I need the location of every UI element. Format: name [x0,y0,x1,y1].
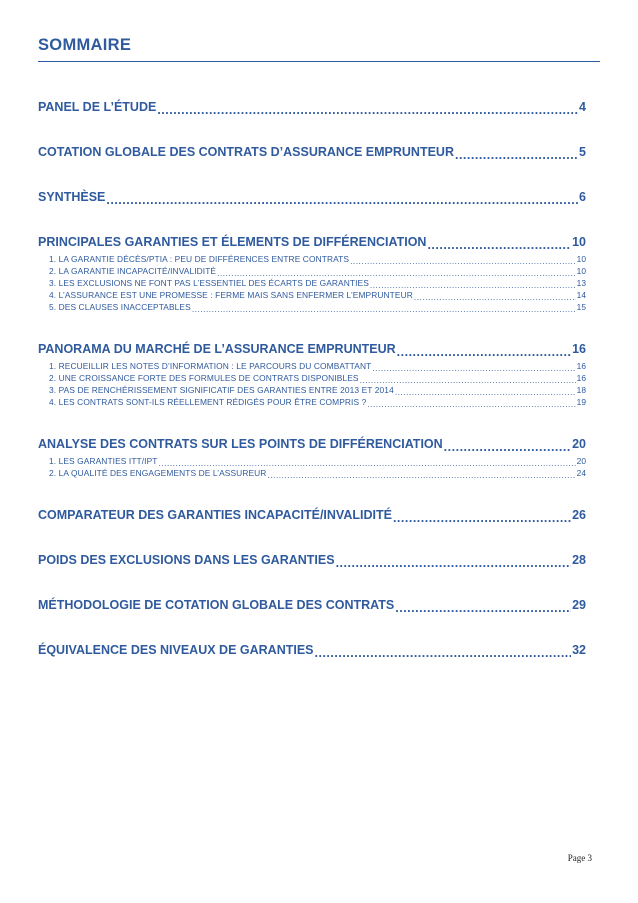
toc-entry-label: COMPARATEUR DES GARANTIES INCAPACITÉ/INVALIDITÉ [38,508,392,522]
toc-subentry[interactable] [49,455,586,467]
toc-subentry-label: 3. PAS DE RENCHÉRISSEMENT SIGNIFICATIF DES GARANTIES ENTRE 2013 ET 2014 [49,385,394,395]
dot-leader [414,293,576,301]
toc-entry[interactable] [38,233,586,251]
toc-subentry[interactable] [49,396,586,408]
toc-entry-page: 32 [572,643,586,657]
toc-subentry[interactable] [49,372,586,384]
toc-entry-label: COTATION GLOBALE DES CONTRATS D’ASSURANCE EMPRUNTEUR [38,145,454,159]
dot-leader [397,346,571,359]
table-of-contents [38,98,586,686]
toc-entry[interactable] [38,506,586,524]
toc-section [38,435,586,479]
toc-entry[interactable] [38,641,586,659]
toc-entry-page: 6 [579,190,586,204]
toc-subentry-label: 1. RECUEILLIR LES NOTES D’INFORMATION : LE PARCOURS DU COMBATTANT [49,361,372,371]
toc-subentry[interactable] [49,360,586,372]
toc-section [38,233,586,313]
toc-subentry-label: 2. LA GARANTIE INCAPACITÉ/INVALIDITÉ [49,266,217,276]
dot-leader [350,257,576,265]
dot-leader [159,459,576,467]
toc-subentries [38,253,586,313]
dot-leader [360,376,576,384]
toc-section [38,340,586,408]
dot-leader [370,281,576,289]
toc-entry-label: PANORAMA DU MARCHÉ DE L’ASSURANCE EMPRUNTEUR [38,342,396,356]
toc-entry-label: ÉQUIVALENCE DES NIVEAUX DE GARANTIES [38,643,314,657]
toc-entry-page: 26 [572,508,586,522]
dot-leader [395,388,576,396]
toc-subentry[interactable] [49,253,586,265]
toc-subentry-label: 4. LES CONTRATS SONT-ILS RÉELLEMENT RÉDIGÉS POUR ÊTRE COMPRIS ? [49,397,367,407]
toc-subentry-page: 10 [576,266,586,276]
toc-entry-label: MÉTHODOLOGIE DE COTATION GLOBALE DES CONTRATS [38,598,395,612]
toc-section [38,98,586,116]
toc-subentry-label: 4. L’ASSURANCE EST UNE PROMESSE : FERME MAIS SANS ENFERMER L’EMPRUNTEUR [49,290,413,300]
toc-subentry-label: 1. LA GARANTIE DÉCÈS/PTIA : PEU DE DIFFÉRENCES ENTRE CONTRATS [49,254,350,264]
dot-leader [157,104,578,117]
dot-leader [217,269,576,277]
dot-leader [267,471,575,479]
toc-entry-page: 10 [572,235,586,249]
toc-entry-page: 16 [572,342,586,356]
title-divider [38,61,600,62]
toc-section [38,143,586,161]
toc-subentry-page: 19 [576,397,586,407]
toc-subentry-label: 2. LA QUALITÉ DES ENGAGEMENTS DE L’ASSUREUR [49,468,267,478]
toc-subentries [38,455,586,479]
toc-subentries [38,360,586,408]
toc-subentry[interactable] [49,265,586,277]
toc-entry[interactable] [38,143,586,161]
toc-subentry-label: 3. LES EXCLUSIONS NE FONT PAS L’ESSENTIEL DES ÉCARTS DE GARANTIES [49,278,369,288]
toc-subentry[interactable] [49,467,586,479]
toc-subentry-page: 13 [576,278,586,288]
toc-subentry[interactable] [49,277,586,289]
toc-section [38,506,586,524]
toc-subentry-label: 2. UNE CROISSANCE FORTE DES FORMULES DE CONTRATS DISPONIBLES [49,373,359,383]
toc-entry[interactable] [38,551,586,569]
toc-subentry-page: 18 [576,385,586,395]
toc-section [38,641,586,659]
dot-leader [427,239,571,252]
toc-entry-label: PRINCIPALES GARANTIES ET ÉLEMENTS DE DIFFÉRENCIATION [38,235,427,249]
dot-leader [192,305,576,313]
toc-subentry[interactable] [49,289,586,301]
toc-subentry[interactable] [49,301,586,313]
page-number: Page 3 [567,853,592,863]
toc-entry[interactable] [38,435,586,453]
toc-entry[interactable] [38,596,586,614]
dot-leader [444,441,571,454]
toc-subentry-label: 5. DES CLAUSES INACCEPTABLES [49,302,191,312]
toc-subentry-page: 15 [576,302,586,312]
toc-entry-page: 28 [572,553,586,567]
dot-leader [395,602,571,615]
dot-leader [315,647,572,660]
toc-subentry-label: 1. LES GARANTIES ITT/IPT [49,456,158,466]
toc-entry[interactable] [38,340,586,358]
toc-subentry-page: 10 [576,254,586,264]
dot-leader [455,149,578,162]
dot-leader [372,364,575,372]
toc-entry-label: POIDS DES EXCLUSIONS DANS LES GARANTIES [38,553,335,567]
toc-subentry-page: 20 [576,456,586,466]
toc-subentry[interactable] [49,384,586,396]
toc-subentry-page: 16 [576,373,586,383]
toc-entry[interactable] [38,98,586,116]
toc-subentry-page: 14 [576,290,586,300]
toc-entry-page: 4 [579,100,586,114]
dot-leader [393,512,571,525]
toc-section [38,551,586,569]
dot-leader [106,194,578,207]
toc-section [38,596,586,614]
toc-entry-page: 29 [572,598,586,612]
toc-entry-page: 20 [572,437,586,451]
toc-entry[interactable] [38,188,586,206]
page-title: SOMMAIRE [38,36,132,54]
toc-entry-label: ANALYSE DES CONTRATS SUR LES POINTS DE DIFFÉRENCIATION [38,437,443,451]
toc-entry-page: 5 [579,145,586,159]
toc-entry-label: PANEL DE L’ÉTUDE [38,100,157,114]
toc-subentry-page: 16 [576,361,586,371]
toc-section [38,188,586,206]
dot-leader [367,400,575,408]
toc-subentry-page: 24 [576,468,586,478]
dot-leader [336,557,572,570]
toc-entry-label: SYNTHÈSE [38,190,106,204]
